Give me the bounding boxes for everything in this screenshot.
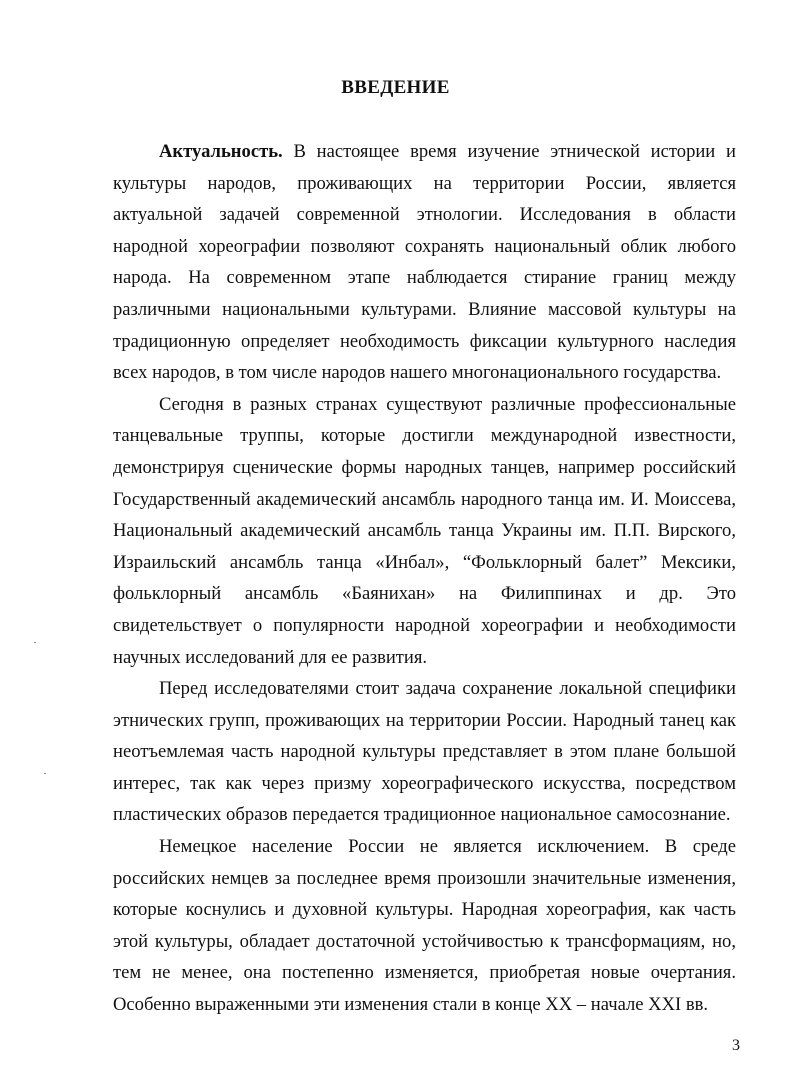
paragraph-line: Израильский ансамбль танца «Инбал», “Фольклорный балет” Мексики, [113,551,736,573]
paragraph-line: фольклорный ансамбль «Баянихан» на Филиппинах и др. Это [113,583,736,605]
paragraph-line: Национальный академический ансамбль танца Украины им. П.П. Вирского, [113,520,736,542]
paragraph-line: Немецкое население России не является исключением. В среде [159,836,736,858]
paragraph-line: Актуальность. В настоящее время изучение этнической истории и [159,141,736,162]
paragraph-line: Сегодня в разных странах существуют различные профессиональные [159,393,736,415]
paragraph-line: культуры народов, проживающих на территории России, является [113,172,736,194]
paragraph-line: этой культуры, обладает достаточной устойчивостью к трансформациям, но, [113,930,736,952]
paragraph-line: Особенно выраженными эти изменения стали в конце XX – начале XXI вв. [113,994,709,1016]
paragraph-line: интерес, так как через призму хореографического искусства, посредством [113,772,736,794]
paragraph-line: различными национальными культурами. Влияние массовой культуры на [113,298,736,320]
paragraph-line: свидетельствует о популярности народной хореографии и необходимости [113,614,736,636]
relevance-heading: Актуальность. [159,141,283,162]
paragraph-researchers [113,673,736,831]
paragraph-line: традиционную определяет необходимость фиксации культурного наследия [113,330,736,352]
paragraph-line: танцевальные труппы, которые достигли международной известности, [113,425,736,447]
paragraph-line: народной хореографии позволяют сохранять национальный облик любого [113,235,736,257]
scan-speck [44,773,46,774]
paragraph-german-population [113,831,736,1021]
body-text [113,136,736,1021]
paragraph-line: которые коснулись и духовной культуры. Народная хореография, как часть [113,899,736,921]
paragraph-line: всех народов, в том числе народов нашего многонационального государства. [113,362,722,384]
scan-speck [34,642,36,643]
paragraph-ensembles [113,389,736,673]
paragraph-line: Государственный академический ансамбль народного танца им. И. Моиссева, [113,488,736,510]
paragraph-line: актуальной задачей современной этнологии. Исследования в области [113,204,736,226]
paragraph-relevance [113,136,736,389]
paragraph-line: Перед исследователями стоит задача сохранение локальной специфики [159,678,736,700]
paragraph-line: этнических групп, проживающих на территории России. Народный танец как [113,709,736,731]
paragraph-line: пластических образов передается традиционное национальное самосознание. [113,804,731,826]
paragraph-line: неотъемлемая часть народной культуры представляет в этом плане большой [113,741,736,763]
paragraph-line: демонстрируя сценические формы народных танцев, например российский [113,456,736,478]
paragraph-line: российских немцев за последнее время произошли значительные изменения, [113,867,736,889]
paragraph-line: народа. На современном этапе наблюдается стирание границ между [113,267,736,289]
page-title: ВВЕДЕНИЕ [341,77,450,98]
page-number: 3 [732,1037,740,1054]
paragraph-line: тем не менее, она постепенно изменяется, приобретая новые очертания. [113,962,736,984]
paragraph-line: научных исследований для ее развития. [113,646,428,668]
